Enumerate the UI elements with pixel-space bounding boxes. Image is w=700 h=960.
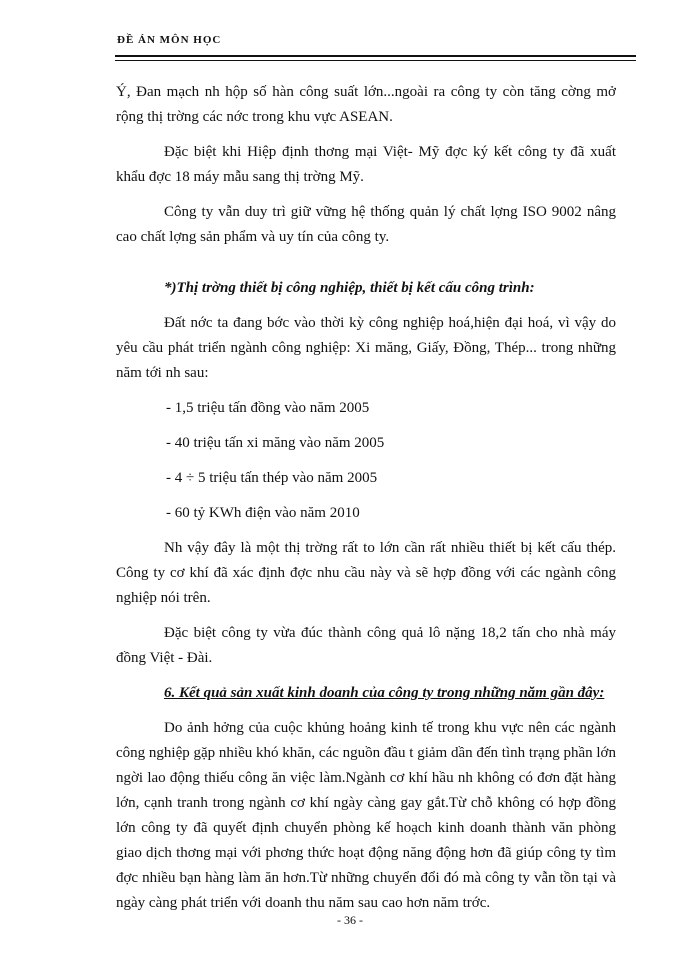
paragraph: Nh vậy đây là một thị trờng rất to lớn cần rất nhiều thiết bị kết cấu thép. Công ty cơ khí đã xác định đợc nhu cầu này và sẽ hợp đồng với các ngành công nghiệp nói trên. (116, 540, 616, 606)
paragraph: Đặc biệt công ty vừa đúc thành công quả lô nặng 18,2 tấn cho nhà máy đồng Việt - Đài. (116, 625, 616, 666)
header-rule-thick (115, 55, 636, 57)
paragraph: Ý, Đan mạch nh hộp số hàn công suất lớn...ngoài ra công ty còn tăng cờng mở rộng thị trờng các nớc trong khu vực ASEAN. (116, 84, 616, 125)
paragraph: Công ty vẫn duy trì giữ vững hệ thống quản lý chất lợng ISO 9002 nâng cao chất lợng sản phẩm và uy tín của công ty. (116, 204, 616, 245)
paragraph: Do ảnh hởng của cuộc khủng hoảng kinh tế trong khu vực nên các ngành công nghiệp gặp nhiều khó khăn, các nguồn đầu t giảm dần đến tình trạng phần lớn ngời lao động thiếu công ăn việc làm.Ngành cơ khí hầu nh không có đơn đặt hàng lớn, cạnh tranh trong ngành cơ khí ngày càng gay gắt.Từ chỗ không có hợp đồng lớn công ty đã quyết định chuyển phòng kế hoạch kinh doanh thành văn phòng giao dịch thơng mại với phơng thức hoạt động năng động hơn đã giúp công ty tìm đợc nhiều bạn hàng làm ăn hơn.Từ những chuyển đổi đó mà công ty vẫn tồn tại và ngày càng phát triển với doanh thu năm sau cao hơn năm trớc. (116, 720, 616, 911)
list-item: - 1,5 triệu tấn đồng vào năm 2005 (166, 400, 370, 416)
body-text (116, 80, 616, 916)
page-header: ĐỀ ÁN MÔN HỌC (117, 34, 222, 46)
paragraph: Đất nớc ta đang bớc vào thời kỳ công nghiệp hoá,hiện đại hoá, vì vậy do yêu cầu phát triển ngành công nghiệp: Xi măng, Giấy, Đồng, Thép... trong những năm tới nh sau: (116, 315, 616, 381)
section-heading: 6. Kết quả sản xuất kinh doanh của công ty trong những năm gần đây: (164, 685, 605, 701)
list-item: - 60 tỷ KWh điện vào năm 2010 (166, 505, 360, 521)
list-item: - 40 triệu tấn xi măng vào năm 2005 (166, 435, 385, 451)
paragraph: Đặc biệt khi Hiệp định thơng mại Việt- Mỹ đợc ký kết công ty đã xuất khẩu đợc 18 máy mẫu sang thị trờng Mỹ. (116, 144, 616, 185)
header-rule-thin (115, 60, 636, 61)
section-heading: *)Thị trờng thiết bị công nghiệp, thiết bị kết cấu công trình: (164, 280, 535, 296)
list-item: - 4 ÷ 5 triệu tấn thép vào năm 2005 (166, 470, 378, 486)
page-number: - 36 - (337, 913, 363, 927)
